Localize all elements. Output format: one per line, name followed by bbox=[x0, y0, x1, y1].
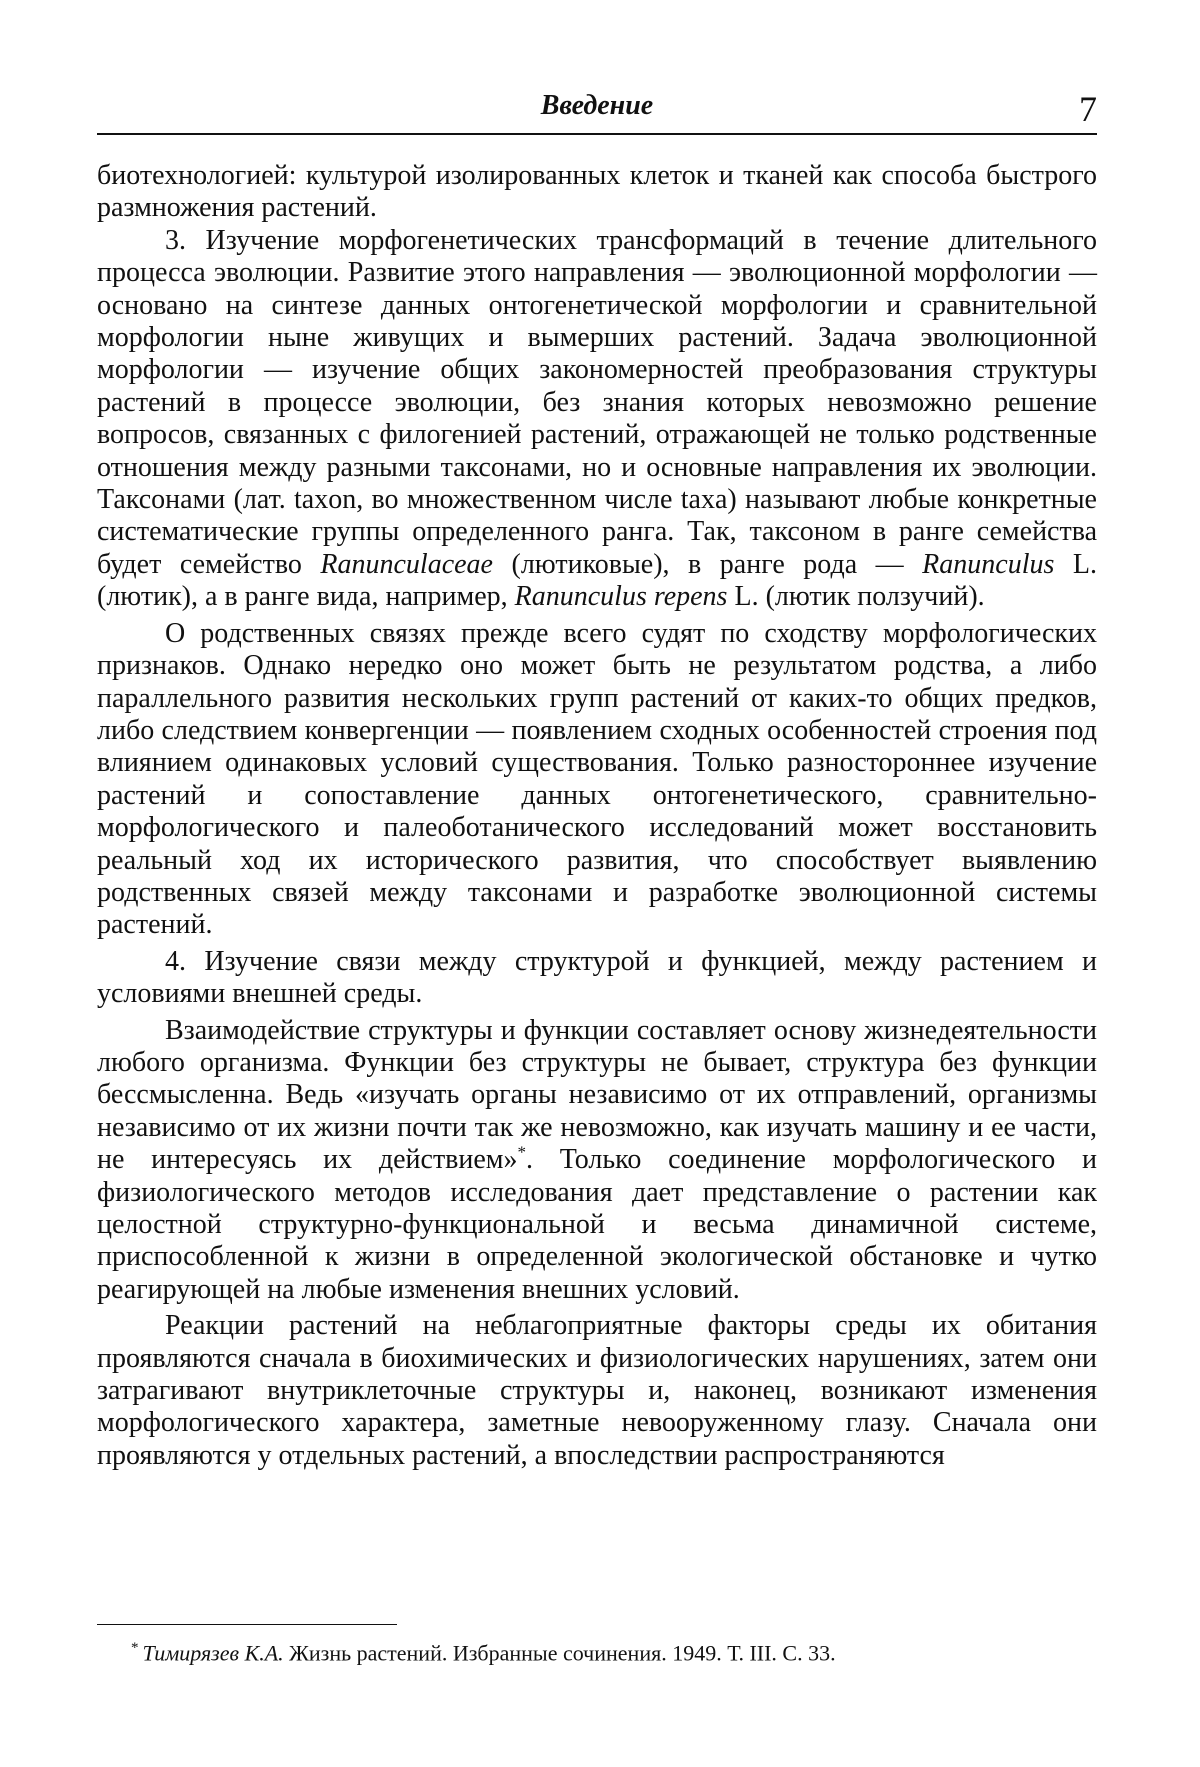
paragraph-2-text-c: L. (лютик), а в ранге вида, например, bbox=[97, 548, 1097, 613]
page-header bbox=[97, 88, 1097, 132]
paragraph-5 bbox=[97, 1015, 1097, 1307]
paragraph-2-text-b: (лютиковые), в ранге рода — bbox=[492, 548, 923, 580]
running-title: Введение bbox=[540, 90, 654, 121]
paragraph-3-text: О родственных связях прежде всего судят по сходству морфологических признаков. Однако нередко оно может быть не результатом родства, а либо параллельного развития нескольких групп растений от каких-то общих предков, либо следствием конвергенции — появлением сходных особенностей строения под влиянием одинаковых условий существования. Только разностороннее изучение растений и сопоставление данных онтогенетического, сравнительно-морфологического и палеоботанического исследований может восстановить реальный ход их исторического развития, что способствует выявлению родственных связей между таксонами и разработке эволюционной системы растений. bbox=[97, 617, 1097, 941]
paragraph-2 bbox=[97, 225, 1097, 614]
paragraph-6-text: Реакции растений на неблагоприятные факторы среды их обитания проявляются сначала в биохимических и физиологических нарушениях, затем они затрагивают внутриклеточные структуры и, наконец, возникают изменения морфологического характера, заметные невооруженному глазу. Сначала они проявляются у отдельных растений, а впоследствии распространяются bbox=[97, 1310, 1097, 1471]
paragraph-6 bbox=[97, 1310, 1097, 1472]
footnote-mark: * bbox=[131, 1640, 139, 1656]
paragraph-5-text-b: . Только соединение морфологического и физиологического методов исследования дает представление о растении как целостной структурно-функциональной и весьма динамичной системе, приспособленной к жизни в определенной экологической обстановке и чутко реагирующей на любые изменения внешних условий. bbox=[97, 1144, 1097, 1305]
footnote-rule bbox=[97, 1624, 397, 1625]
body-text bbox=[97, 160, 1097, 1472]
paragraph-3 bbox=[97, 618, 1097, 942]
paragraph-1-text: биотехнологией: культурой изолированных клеток и тканей как способа быстрого размножения растений. bbox=[97, 160, 1097, 224]
footnote bbox=[131, 1634, 1031, 1667]
footnote-author: Тимирязев К.А. bbox=[142, 1640, 284, 1666]
paragraph-1 bbox=[97, 160, 1097, 225]
taxon-family-name: Ranunculaceae bbox=[320, 548, 493, 580]
paragraph-2-text-a: 3. Изучение морфогенетических трансформаций в течение длительного процесса эволюции. Развитие этого направления — эволюционной морфологии — основано на синтезе данных онтогенетической морфологии и сравнительной морфологии ныне живущих и вымерших растений. Задача эволюционной морфологии — изучение общих закономерностей преобразования структуры растений в процессе эволюции, без знания которых невозможно решение вопросов, связанных с филогенией растений, отражающей не только родственные отношения между разными таксонами, но и основные направления их эволюции. Таксонами (лат. taxon, во множественном числе taxa) называют любые конкретные систематические группы определенного ранга. Так, таксоном в ранге семейства будет семейство bbox=[97, 224, 1097, 580]
header-rule bbox=[97, 133, 1097, 135]
taxon-genus-name: Ranunculus bbox=[922, 548, 1055, 580]
footnote-text: Жизнь растений. Избранные сочинения. 1949. Т. III. С. 33. bbox=[283, 1640, 836, 1666]
footnote-reference-mark: * bbox=[517, 1142, 527, 1162]
paragraph-4-text: 4. Изучение связи между структурой и функцией, между растением и условиями внешней среды. bbox=[97, 945, 1097, 1010]
paragraph-5-text-a: Взаимодействие структуры и функции составляет основу жизнедеятельности любого организма. Функции без структуры не бывает, структура без функции бессмысленна. Ведь «изучать органы независимо от их отправлений, организмы независимо от их жизни почти так же невозможно, как изучать машину и ее части, не интересуясь их действием» bbox=[97, 1014, 1097, 1176]
page-number: 7 bbox=[1079, 89, 1097, 129]
paragraph-2-text-d: L. (лютик ползучий). bbox=[727, 581, 985, 613]
paragraph-4 bbox=[97, 946, 1097, 1011]
taxon-species-name: Ranunculus repens bbox=[514, 581, 728, 613]
